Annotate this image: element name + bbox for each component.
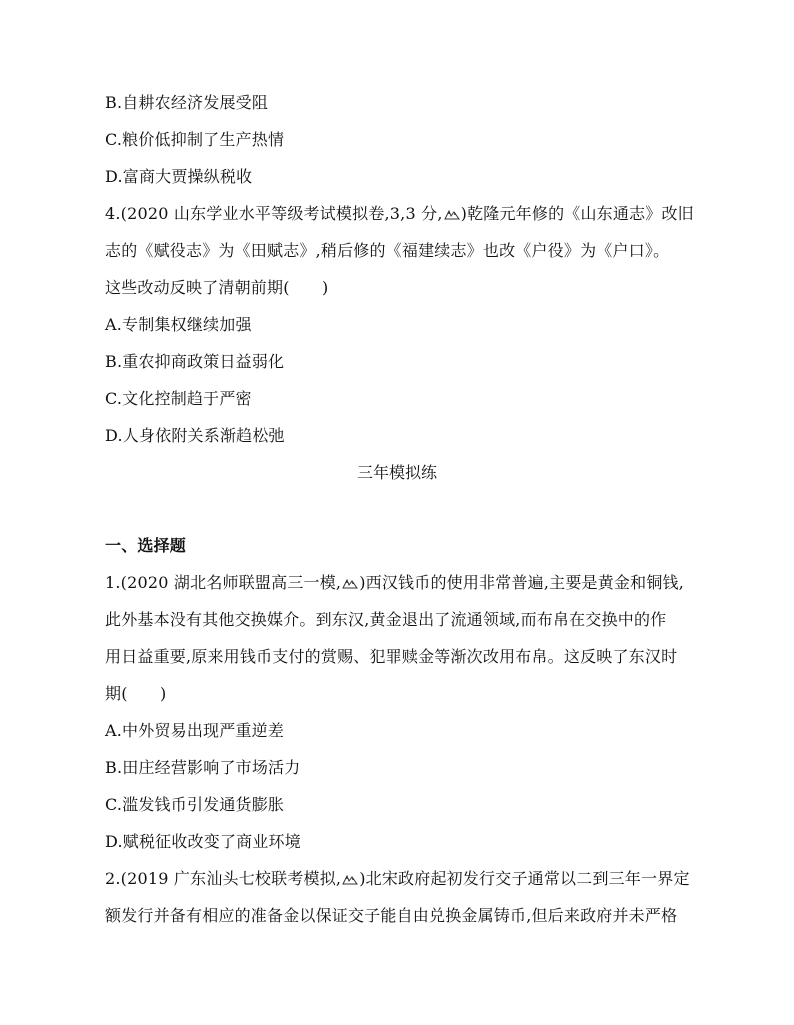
q1-option-d: D.赋税征收改变了商业环境 [105, 832, 301, 851]
q4-source: 4.(2020 山东学业水平等级考试模拟卷,3,3 分, [105, 204, 443, 223]
section-title: 三年模拟练 [356, 463, 437, 482]
q1-stem-line-4: 期( ) [105, 684, 167, 703]
q1-stem-line-3: 用日益重要,原来用钱币支付的赏赐、犯罪赎金等渐次改用布帛。这反映了东汉时 [105, 647, 678, 666]
q2-stem-line-2: 额发行并备有相应的准备金以保证交子能自由兑换金属铸币,但后来政府并未严格 [105, 906, 678, 925]
q4-option-d: D.人身依附关系渐趋松弛 [105, 426, 285, 445]
difficulty-stars-icon [444, 210, 460, 220]
q1-stem-line-2: 此外基本没有其他交换媒介。到东汉,黄金退出了流通领域,而布帛在交换中的作 [105, 610, 667, 629]
subsection-title: 一、选择题 [105, 536, 187, 555]
q2-stem-line-1 [105, 869, 690, 889]
q2-source: 2.(2019 广东汕头七校联考模拟, [105, 869, 342, 888]
q1-option-c: C.滥发钱币引发通货膨胀 [105, 795, 285, 814]
q2-stem-text: )北宋政府起初发行交子通常以二到三年一界定 [359, 869, 690, 888]
q1-option-b: B.田庄经营影响了市场活力 [105, 758, 301, 777]
q4-stem-line-2: 志的《赋役志》为《田赋志》,稍后修的《福建续志》也改《户役》为《户口》。 [105, 241, 670, 260]
q4-option-b: B.重农抑商政策日益弱化 [105, 352, 285, 371]
q1-stem-text: )西汉钱币的使用非常普遍,主要是黄金和铜钱, [359, 573, 685, 592]
q1-source: 1.(2020 湖北名师联盟高三一模, [105, 573, 342, 592]
difficulty-stars-icon [342, 875, 358, 885]
q4-stem-text: )乾隆元年修的《山东通志》改旧 [460, 204, 694, 223]
q3-option-c: C.粮价低抑制了生产热情 [105, 130, 285, 149]
q4-option-a: A.专制集权继续加强 [105, 315, 252, 334]
q3-option-b: B.自耕农经济发展受阻 [105, 93, 269, 112]
q3-option-d: D.富商大贾操纵税收 [105, 167, 253, 186]
q4-stem-line-3: 这些改动反映了清朝前期( ) [105, 278, 329, 297]
q4-option-c: C.文化控制趋于严密 [105, 389, 252, 408]
difficulty-stars-icon [342, 579, 358, 589]
q4-stem-line-1 [105, 204, 694, 224]
q1-option-a: A.中外贸易出现严重逆差 [105, 721, 285, 740]
q1-stem-line-1 [105, 573, 684, 593]
